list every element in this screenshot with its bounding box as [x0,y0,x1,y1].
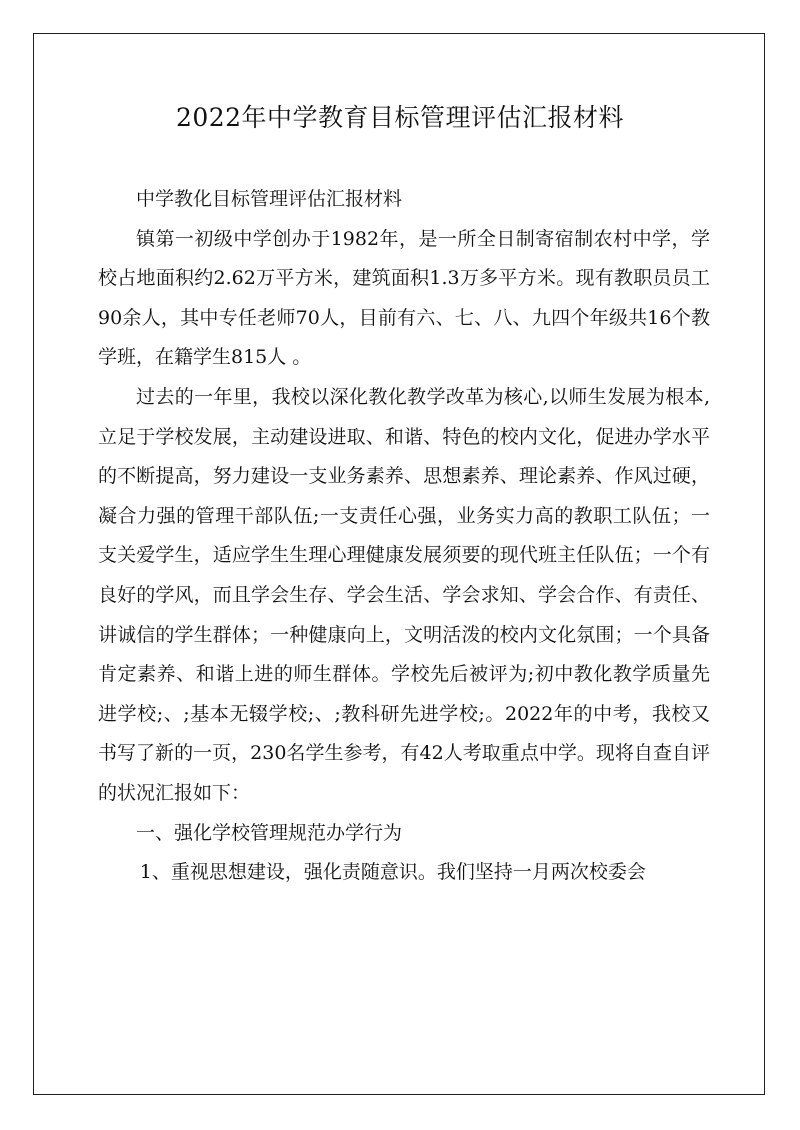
paragraph-school-intro: 镇第一初级中学创办于1982年，是一所全日制寄宿制农村中学，学校占地面积约2.62万平方米，建筑面积1.3万多平方米。现有教职员员工90余人，其中专任老师70人，目前有六、七、八、九四个年级共16个教学班，在籍学生815人 。 [98,227,710,369]
paragraph-subtitle: 中学教化目标管理评估汇报材料 [136,188,403,210]
document-body [98,180,710,893]
section-heading: 一、强化学校管理规范办学行为 [136,821,403,844]
document-title: 2022年中学教育目标管理评估汇报材料 [175,103,625,132]
paragraph-past-year: 过去的一年里，我校以深化教化教学改革为核心,以师生发展为根本,立足于学校发展，主动建设进取、和谐、特色的校内文化，促进办学水平的不断提高，努力建设一支业务素养、思想素养、理论素养、作风过硬，凝合力强的管理干部队伍;一支责任心强，业务实力高的教职工队伍；一支关爱学生，适应学生生理心理健康发展须要的现代班主任队伍；一个有良好的学风，而且学会生存、学会生活、学会求知、学会合作、有责任、讲诚信的学生群体；一种健康向上，文明活泼的校内文化氛围；一个具备肯定素养、和谐上进的师生群体。学校先后被评为;初中教化教学质量先进学校;、;基本无辍学校;、;教科研先进学校;。2022年的中考，我校又书写了新的一页，230名学生参考，有42人考取重点中学。现将自查自评的状况汇报如下： [98,385,710,804]
paragraph-item-1: 1、重视思想建设，强化责随意识。我们坚持一月两次校委会 [139,861,646,884]
